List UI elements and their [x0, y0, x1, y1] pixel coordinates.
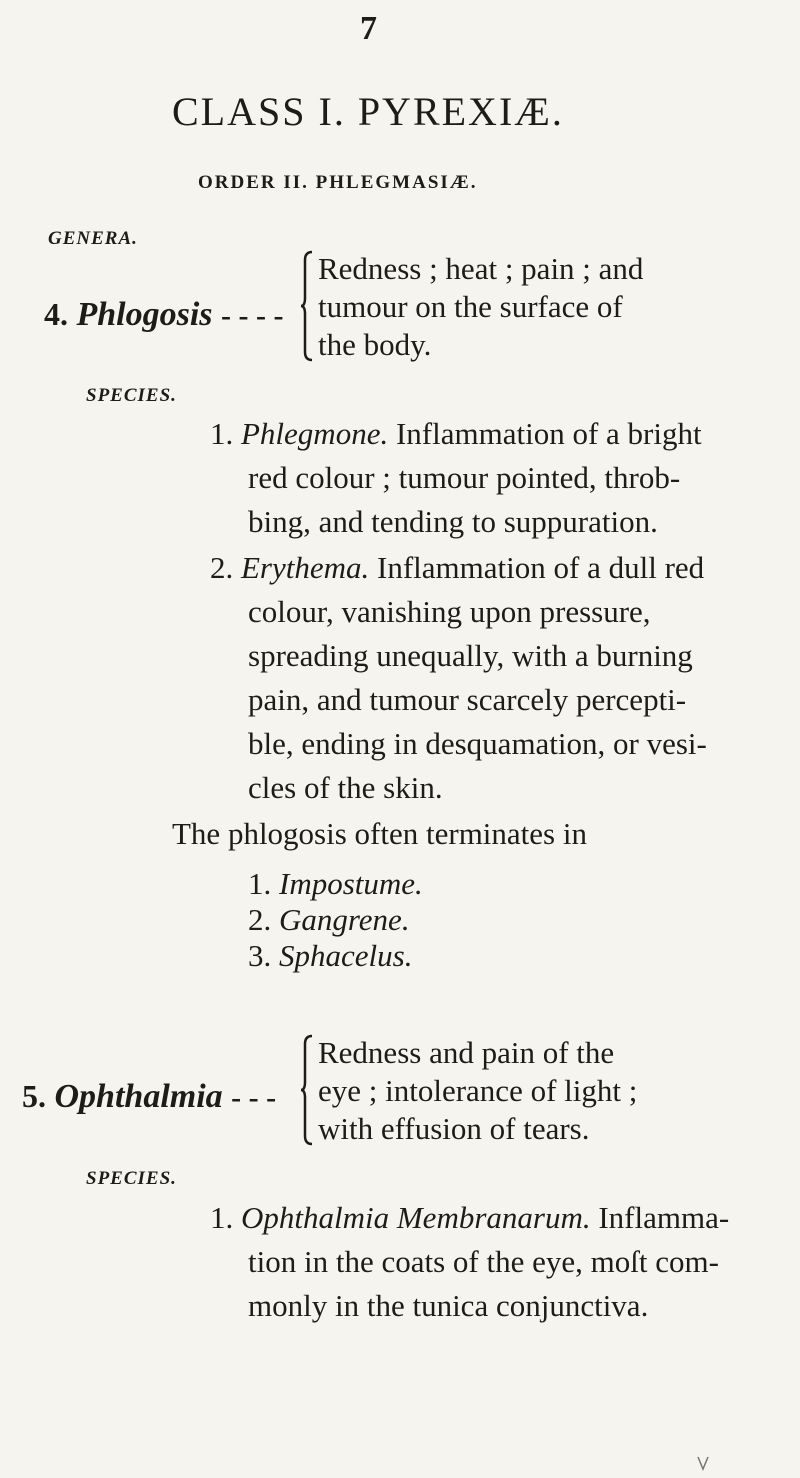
species-number: 2. [210, 550, 234, 585]
species-name: Erythema. [241, 550, 370, 585]
page-number: 7 [360, 10, 377, 47]
genus-dashes: - - - - [221, 299, 284, 332]
species-text-line: cles of the skin. [248, 770, 443, 805]
termination-number: 3. [248, 938, 272, 973]
species-first-line [210, 412, 748, 456]
species-label: SPECIES. [86, 385, 177, 406]
termination-number: 2. [248, 902, 272, 937]
species-entry-ophthalmia-membranarum [210, 1196, 748, 1328]
species-text-line: ble, ending in desquamation, or vesi- [248, 726, 707, 761]
species-text-line: pain, and tumour scarcely percepti- [248, 682, 687, 717]
termination-name: Impostume. [279, 866, 423, 901]
species-name: Phlegmone. [241, 416, 389, 451]
species-entry-phlegmone [210, 412, 748, 544]
species-text-line: colour, vanishing upon pressure, [248, 594, 651, 629]
genus-definition-line: Redness ; heat ; pain ; and [318, 251, 644, 286]
species-first-line [210, 546, 748, 590]
species-text-line: bing, and tending to suppuration. [248, 504, 658, 539]
species-number: 1. [210, 1200, 234, 1235]
species-text-line: red colour ; tumour pointed, throb- [248, 460, 681, 495]
page-mark-icon [696, 1455, 710, 1471]
terminations-intro: The phlogosis often terminates in [172, 816, 587, 851]
species-first-line [210, 1196, 748, 1240]
genera-label: GENERA. [48, 228, 138, 249]
genus-ophthalmia-title [22, 1078, 276, 1116]
species-text: Inflammation of a bright [395, 416, 702, 451]
genus-definition-line: the body. [318, 327, 432, 362]
genus-number: 5. [22, 1078, 46, 1114]
termination-item [248, 866, 423, 902]
curly-brace-icon [300, 250, 310, 362]
species-entry-erythema [210, 546, 748, 810]
species-number: 1. [210, 416, 234, 451]
class-heading: CLASS I. PYREXIÆ. [172, 89, 564, 134]
termination-item [248, 902, 410, 938]
order-heading: ORDER II. PHLEGMASIÆ. [198, 172, 478, 193]
genus-definition-line: with effusion of tears. [318, 1111, 590, 1146]
species-text: Inflamma- [598, 1200, 730, 1235]
species-name: Ophthalmia Membranarum. [241, 1200, 591, 1235]
genus-number: 4. [44, 296, 68, 332]
species-text: Inflammation of a dull red [377, 550, 705, 585]
genus-definition-line: Redness and pain of the [318, 1035, 615, 1070]
species-label: SPECIES. [86, 1168, 177, 1189]
termination-item [248, 938, 412, 974]
species-text-line: monly in the tunica conjunctiva. [248, 1288, 649, 1323]
genus-name: Phlogosis [76, 296, 213, 333]
species-text-line: tion in the coats of the eye, moſt com- [248, 1244, 719, 1279]
genus-phlogosis-title [44, 296, 284, 334]
termination-number: 1. [248, 866, 272, 901]
species-text-line: spreading unequally, with a burning [248, 638, 693, 673]
curly-brace-icon [300, 1034, 310, 1146]
genus-dashes: - - - [231, 1081, 277, 1114]
termination-name: Gangrene. [279, 902, 410, 937]
genus-definition-line: eye ; intolerance of light ; [318, 1073, 638, 1108]
genus-definition-line: tumour on the surface of [318, 289, 623, 324]
genus-name: Ophthalmia [54, 1078, 223, 1115]
termination-name: Sphacelus. [279, 938, 413, 973]
